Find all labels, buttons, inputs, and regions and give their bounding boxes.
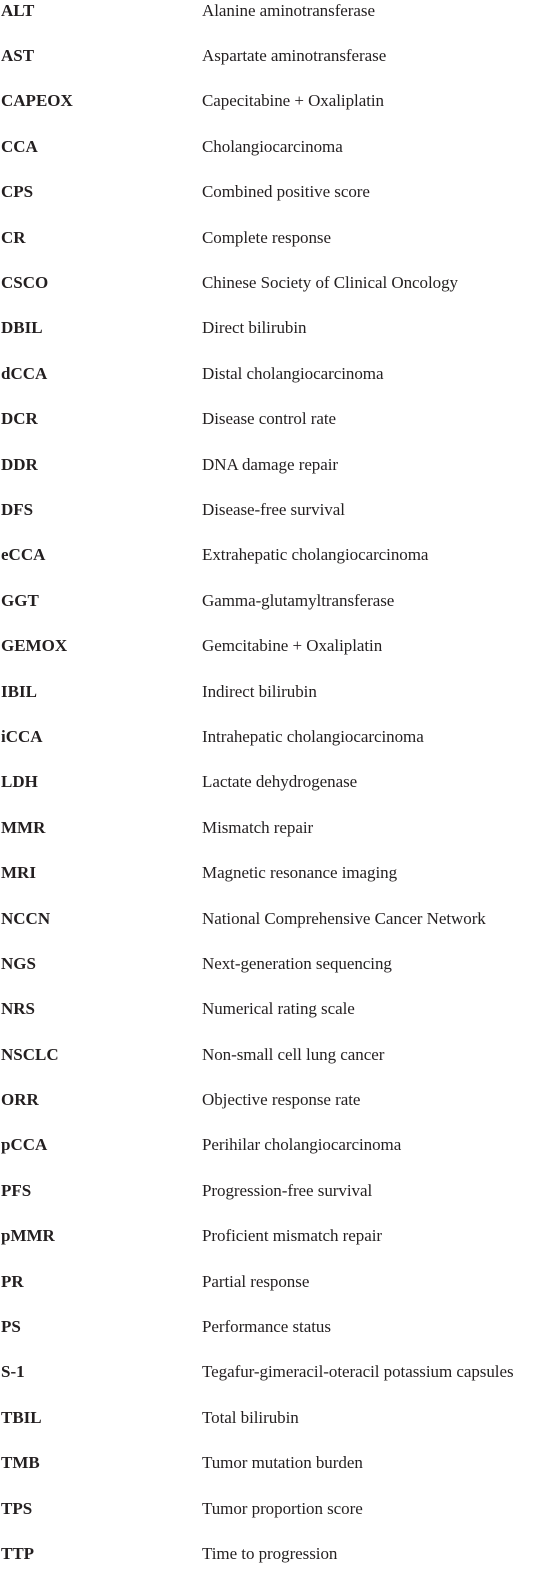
abbreviation-row [0,351,558,396]
abbreviation-row [0,487,558,532]
abbreviation-definition: Progression-free survival [202,1180,373,1200]
abbreviation-term: TMB [1,1453,40,1473]
abbreviation-term: CSCO [1,273,49,293]
abbreviation-row [0,442,558,487]
abbreviation-term: TTP [1,1543,35,1563]
abbreviation-row [0,623,558,668]
abbreviation-term: pCCA [1,1135,48,1155]
abbreviation-row [0,1214,558,1259]
abbreviation-row [0,1531,558,1576]
abbreviation-definition: Non-small cell lung cancer [202,1044,385,1064]
abbreviation-row [0,1304,558,1349]
abbreviation-term: ALT [1,0,35,20]
abbreviation-row [0,1350,558,1395]
abbreviation-definition: Direct bilirubin [202,318,307,338]
abbreviation-definition: Next-generation sequencing [202,953,392,973]
abbreviation-row [0,714,558,759]
abbreviation-term: PFS [1,1180,32,1200]
abbreviation-definition: Gamma-glutamyltransferase [202,590,395,610]
abbreviation-definition: Intrahepatic cholangiocarcinoma [202,726,424,746]
abbreviation-row [0,397,558,442]
abbreviation-term: GEMOX [1,636,68,656]
abbreviation-row [0,1032,558,1077]
abbreviation-definition: Tumor mutation burden [202,1453,363,1473]
abbreviation-row [0,533,558,578]
abbreviation-row [0,1168,558,1213]
abbreviation-definition: Alanine aminotransferase [202,0,375,20]
abbreviation-term: TPS [1,1498,33,1518]
abbreviation-definition: Complete response [202,227,331,247]
abbreviation-term: pMMR [1,1226,55,1246]
abbreviation-row [0,987,558,1032]
abbreviation-term: CCA [1,136,38,156]
abbreviation-term: MMR [1,817,46,837]
abbreviation-term: CR [1,227,26,247]
abbreviation-term: IBIL [1,681,37,701]
abbreviation-term: ORR [1,1090,39,1110]
abbreviation-row [0,1395,558,1440]
abbreviation-term: dCCA [1,363,48,383]
abbreviation-row [0,669,558,714]
abbreviation-term: LDH [1,772,38,792]
abbreviation-term: NGS [1,953,36,973]
abbreviation-definition: Numerical rating scale [202,999,355,1019]
abbreviation-definition: Tumor proportion score [202,1498,363,1518]
abbreviation-definition: Gemcitabine + Oxaliplatin [202,636,383,656]
abbreviation-term: TBIL [1,1407,42,1427]
abbreviation-term: S-1 [1,1362,25,1382]
abbreviation-definition: Chinese Society of Clinical Oncology [202,273,458,293]
abbreviation-term: NRS [1,999,36,1019]
abbreviation-row [0,805,558,850]
abbreviation-term: DBIL [1,318,43,338]
abbreviation-row [0,260,558,305]
abbreviation-definition: National Comprehensive Cancer Network [202,908,486,928]
abbreviation-term: DCR [1,409,38,429]
abbreviation-definition: Indirect bilirubin [202,681,317,701]
abbreviation-definition: Capecitabine + Oxaliplatin [202,91,385,111]
abbreviation-row [0,578,558,623]
abbreviation-definition: Proficient mismatch repair [202,1226,382,1246]
abbreviation-row [0,941,558,986]
abbreviation-row [0,33,558,78]
abbreviation-term: iCCA [1,726,43,746]
abbreviation-definition: Objective response rate [202,1090,361,1110]
abbreviation-row [0,760,558,805]
abbreviation-definition: Perihilar cholangiocarcinoma [202,1135,402,1155]
abbreviation-term: DDR [1,454,38,474]
abbreviation-row [0,1441,558,1486]
abbreviation-term: NSCLC [1,1044,59,1064]
abbreviation-row [0,215,558,260]
abbreviation-row [0,1486,558,1531]
abbreviation-row [0,0,558,33]
abbreviation-row [0,1077,558,1122]
abbreviation-term: DFS [1,499,34,519]
abbreviation-definition: Combined positive score [202,182,370,202]
abbreviation-term: MRI [1,863,36,883]
abbreviation-row [0,170,558,215]
abbreviation-term: AST [1,46,35,66]
abbreviation-row [0,896,558,941]
abbreviation-term: CPS [1,182,34,202]
abbreviation-definition: Mismatch repair [202,817,314,837]
abbreviation-definition: Time to progression [202,1543,338,1563]
abbreviation-definition: Magnetic resonance imaging [202,863,398,883]
abbreviation-term: CAPEOX [1,91,73,111]
abbreviation-definition: Total bilirubin [202,1407,299,1427]
abbreviation-definition: Disease control rate [202,409,336,429]
abbreviation-definition: Aspartate aminotransferase [202,46,387,66]
abbreviation-definition: Performance status [202,1317,331,1337]
abbreviation-term: eCCA [1,545,46,565]
abbreviation-row [0,850,558,895]
abbreviation-definition: Cholangiocarcinoma [202,136,343,156]
abbreviation-term: NCCN [1,908,51,928]
abbreviation-term: PS [1,1317,21,1337]
abbreviation-term: PR [1,1271,24,1291]
abbreviation-definition: Disease-free survival [202,499,345,519]
abbreviation-term: GGT [1,590,39,610]
abbreviation-definition: DNA damage repair [202,454,339,474]
abbreviation-definition: Tegafur-gimeracil-oteracil potassium capsules [202,1362,514,1382]
abbreviation-definition: Lactate dehydrogenase [202,772,358,792]
abbreviation-definition: Distal cholangiocarcinoma [202,363,384,383]
abbreviation-row [0,306,558,351]
abbreviation-row [0,1259,558,1304]
abbreviation-definition: Extrahepatic cholangiocarcinoma [202,545,429,565]
abbreviation-definition: Partial response [202,1271,310,1291]
abbreviation-row [0,124,558,169]
abbreviation-row [0,1123,558,1168]
abbreviation-row [0,79,558,124]
